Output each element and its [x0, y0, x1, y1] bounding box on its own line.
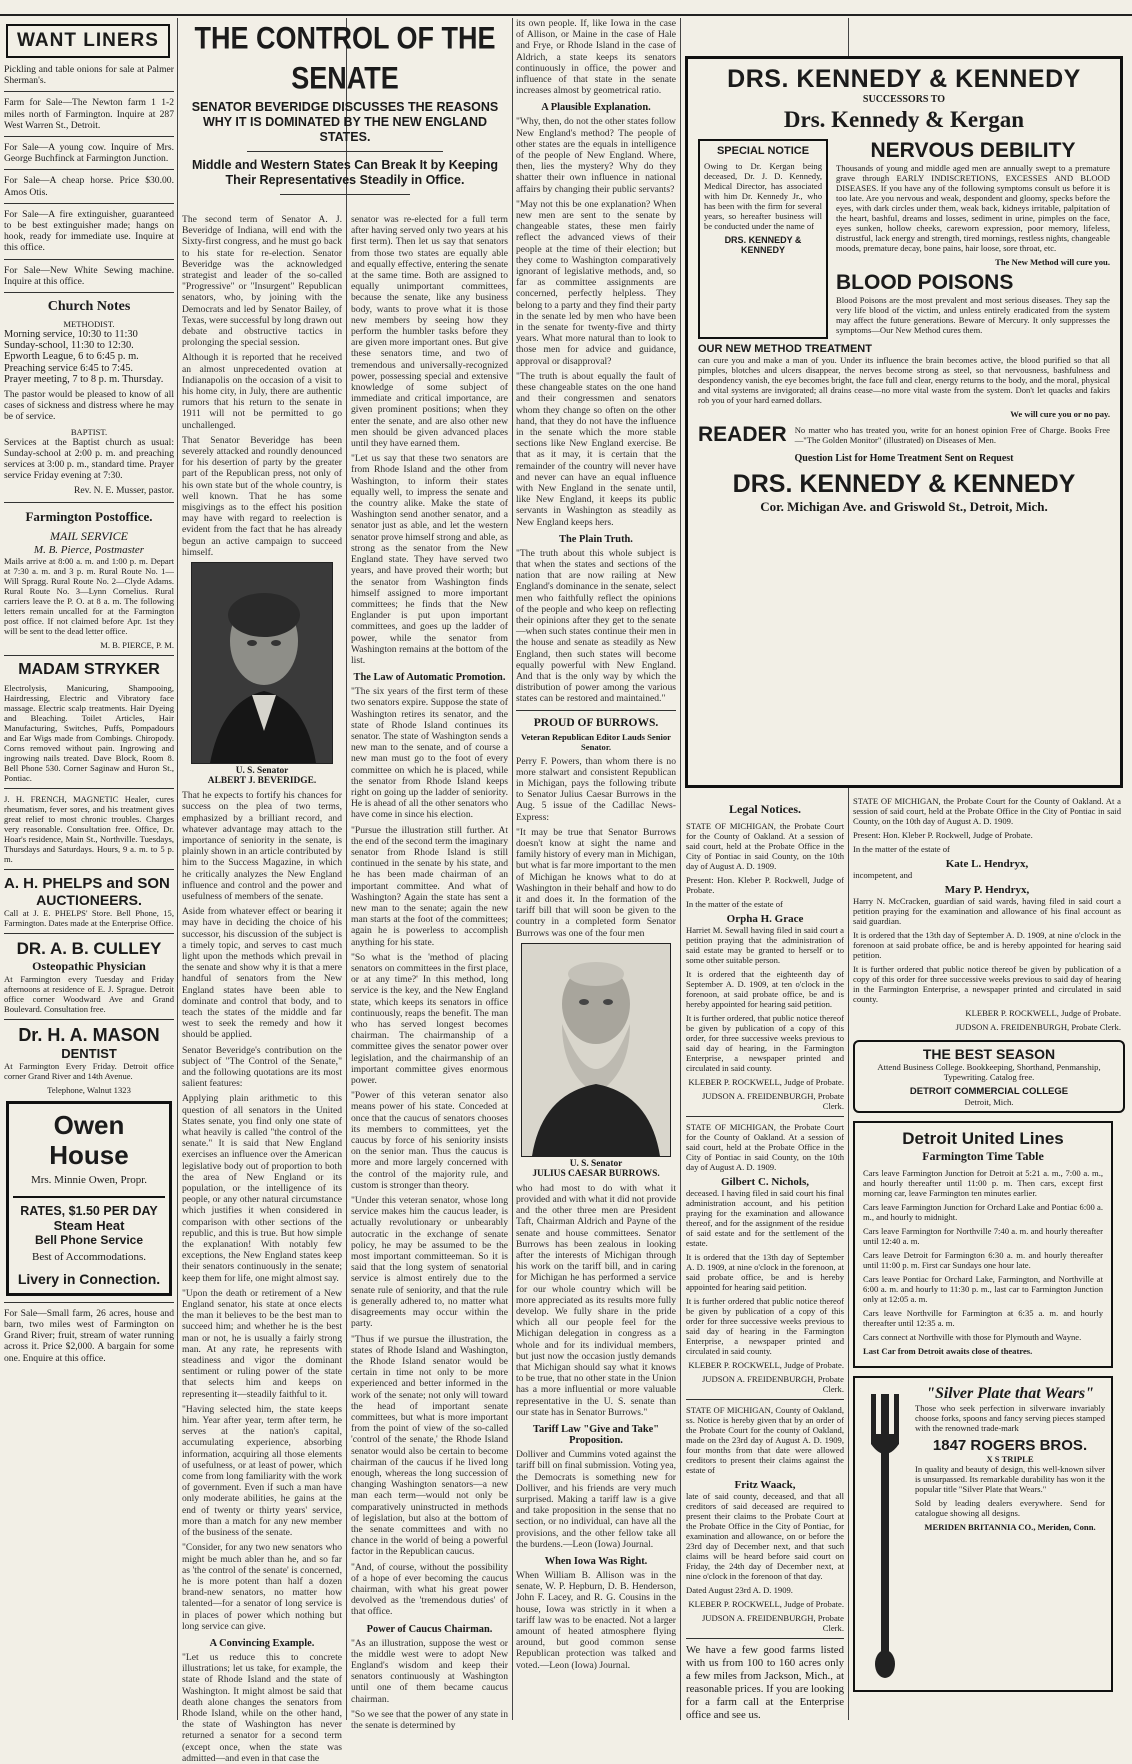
methodist-note: The pastor would be pleased to know of all cases of sickness and distress where he may be of service.	[4, 389, 174, 423]
article-paragraph: "So we see that the power of any state in the senate is determined by	[351, 1708, 508, 1731]
article-column-2	[351, 214, 508, 1731]
farms-ad: We have a few good farms listed with us from 100 to 160 acres only a few miles from Jackson, Mich., at reasonable prices. If you are looking for a farm call at the Enterprise office and see us.	[686, 1644, 844, 1721]
article-paragraph: its own people. If, like Iowa in the case of Allison, or Maine in the case of Hale and Frye, or Rhode Island in the case of Aldrich, a state keeps its senators continuously in office, the power and influence of that state in the senate increases almost by geometrical ratio.	[516, 18, 676, 97]
legal-paragraph: incompetent, and	[853, 870, 913, 880]
silver-body2: In quality and beauty of design, this well-known silver is unsurpassed. Its remarkable durability has won it the popular title "Silver Plate that Wears."	[915, 1464, 1105, 1494]
silver-xs: X S TRIPLE	[986, 1454, 1034, 1464]
article-paragraph: senator was re-elected for a full term after having served only two years at his first term). Then let us say that senators from those two states are equally able and equally effective, entering the senate at the same time. Both are assigned to equally unimportant committees, because the senate, like any business body, wants to prove what it is those new members by seeing how they perform the humbler tasks before they are given more important ones. But give these senators time, and two of tremendous and universally-recognized power, possessing special and extensive knowledge of some subject of immediate and critical importance, are given prominent positions; when they enter the senate, and are also other new men should be given advanced places until they have earned them.	[351, 214, 508, 450]
article-paragraph: "So what is the 'method of placing senators on committees in the first place, or at any time?' In this method, long service is the key, and the New England state, which keeps its senators in office continuously, reaps the benefit. The man who has served longest becomes chairman. The chairmanship of a committee gives the senator power over legislation, and the chairmanship of an important committee gives enormous power.	[351, 951, 508, 1087]
owen-phone: Bell Phone Service	[34, 1232, 144, 1247]
dul-paragraph: Cars leave Farmington Junction for Orchard Lake and Pontiac 6:00 a. m., and hourly to midnight.	[863, 1202, 1103, 1222]
article-header	[182, 18, 508, 195]
dul-paragraph: Cars leave Northville for Farmington at 6:35 a. m. and hourly thereafter until 12:35 a. m.	[863, 1308, 1103, 1328]
article-paragraph: Dolliver and Cummins voted against the tariff bill on final submission. Voting yea, the Democrats is something new for Dolliver, and his friends are very much surprised. Making a tariff law is a give and take proposition in the sense that no section, or no individual, can have all the provisions, and the other fellow take all the burdens.—Leon (Iowa) Journal.	[516, 1449, 676, 1550]
church-line: Prayer meeting, 7 to 8 p. m. Thursday.	[4, 373, 164, 385]
nervous-title: NERVOUS DEBILITY	[870, 139, 1076, 162]
legal-paragraph: Present: Hon. Kleber P. Rockwell, Judge of Probate.	[853, 830, 1033, 840]
article-paragraph: The second term of Senator A. J. Beveridge of Indiana, will end with the Sixty-first congress, and he must go back to his state for re-election. Senator Beveridge was the acknowledged strategist and leader of the so-called "Progressive" or "Insurgent" Republican senators, who, by joining with the Democrats and led by Senator Bailey, of Texas, were successful by long drawn out debate and obstructive tactics in prolonging the special session.	[182, 214, 342, 349]
article-subhead: When Iowa Was Right.	[544, 1555, 648, 1567]
legal-paragraph: It is further ordered that public notice thereof be given by publication of a copy of this order for three successive weeks previous to said day of hearing in the Farmington Enterprise, a newspaper printed and circulated in said county.	[853, 964, 1121, 1004]
french-body: J. H. FRENCH, MAGNETIC Healer, cures rheumatism, fever sores, and his treatment gives great relief to most chronic troubles. Charges very reasonable. Consultation free. Office, Dr. Hoar's residence, Main St., Northville. Tuesdays, Thursdays and Saturdays. Hours, 9 a. m. to 5 p. m.	[4, 793, 174, 864]
burrows-image	[522, 944, 670, 1156]
article-subhead: Tariff Law "Give and Take" Proposition.	[532, 1424, 660, 1447]
legal-sign: JUDSON A. FREIDENBURGH, Probate Clerk.	[701, 1613, 844, 1633]
article-paragraph: That he expects to fortify his chances for success on the plea of two terms, emphasized by a brilliant record, and whatever advantage may attach to the importance of seniority in the senate, is plainly shown in an article contributed by him to the Success Magazine, in which he critically analyzes the New England influence and control and the power and usefulness of members of the senate.	[182, 790, 342, 902]
article-paragraph: When William B. Allison was in the senate, W. P. Hepburn, D. B. Henderson, John F. Lacey, and R. G. Cousins in the house, Iowa was strictly in it when a tariff law was to be enacted. Not a larger amount of heated atmosphere flying around, but good common sense Republican protection was talked and voted.—Leon (Iowa) Journal.	[516, 1569, 676, 1671]
beveridge-image	[192, 563, 332, 763]
owen-rates: RATES, $1.50 PER DAY	[20, 1203, 158, 1218]
dul-paragraph: Cars leave Farmington for Northville 7:40 a. m. and hourly thereafter until 12:40 a. m.	[863, 1226, 1103, 1246]
article-paragraph: "Let us reduce this to concrete illustrations; let us take, for example, the state of Rhode Island and the state of Washington. It might almost be said that death alone changes the senators from Rhode Island, while on the other hand, the state of Washington has never returned a senator for a second term (except once, when the state was admitted—and even in that case the	[182, 1651, 342, 1764]
baptist-pastor: Rev. N. E. Musser, pastor.	[74, 485, 174, 497]
classified-ad: For Sale—A young cow. Inquire of Mrs. George Buchfinck at Farmington Junction.	[4, 142, 174, 165]
want-liners-title: WANT LINERS	[17, 30, 159, 51]
dul-paragraph: Cars leave Pontiac for Orchard Lake, Farmington, and Northville at 6:00 a. m. and hourly to 11:30 p. m., last car to Farmington Junction only at 12:05 a. m.	[863, 1274, 1103, 1304]
legal-sign: JUDSON A. FREIDENBURGH, Probate Clerk.	[701, 1091, 844, 1111]
silver-mark: 1847 ROGERS BROS.	[932, 1437, 1088, 1454]
baptist-note: Services at the Baptist church as usual: Sunday-school at 2:00 p. m. and preaching services at 3:00 p. m., standard time. Prayer service Friday evening at 7:30.	[4, 436, 174, 482]
article-paragraph: "Having selected him, the state keeps him. Year after year, term after term, he serves at the nation's capital, accumulating experience, absorbing information, acquiring all those elements of usefulness, or at least of power, which come from long familiarity with the work of government. Even if such a man have only moderate abilities, he gains at the end of twenty or thirty years' service, more than a match for any new member of the business of the senate.	[182, 1403, 342, 1539]
classified-ad: For Sale—A fire extinguisher, guaranteed to be best extinguisher made; hangs on hook, ready for immediate use. Inquire at this office.	[4, 208, 174, 254]
article-paragraph: "Power of this veteran senator also means power of his state. Conceded at once that the caucus of senators chooses its members to committees, yet the caucus by force of his seniority insists on the senior man. Thus the caucus is more and more largely concerned with the control of the majority rule, and custom is stronger than theory.	[351, 1090, 508, 1191]
column-rule	[512, 18, 513, 1720]
legal-paragraph: late of said county, deceased, and that all creditors of said deceased are required to present their claims to the Probate Court at the Probate Office in the City of Pontiac, for examination and allowance, on or before the 23rd day of December next, and that such claims will be heard before said court on Friday, the 24th day of December next, at nine o'clock in the forenoon of that day.	[686, 1491, 844, 1581]
kennedy-title: DRS. KENNEDY & KENNEDY	[727, 65, 1081, 93]
article-paragraph: Senator Beveridge's contribution on the subject of "The Control of the Senate," and the following quotations are its most salient features:	[182, 1044, 342, 1090]
article-paragraph: Applying plain arithmetic to this question of all senators in the United States senate, you find only one state of what heavily is called "the control of the senate." It is said that New England exercises an influence over the American legislative body out of proportion to both the area of New England or its population, or the intelligence of its people, or any other natural circumstance which justifies it when considered in comparison with other sections of the republic, and this is true. But how simple the explanation! With notably few exceptions, the New England states keep their senators continuously in the senate; keep them for life, one might almost say.	[182, 1093, 342, 1284]
column-rule	[680, 18, 681, 1720]
method-body: can cure you and make a man of you. Under its influence the brain becomes active, the blood purified so that all pimples, blotches and ulcers disappear, the nerves become strong as steel, so that nervousness, bashfulness and despondency vanish, the eye becomes bright, the face full and clear, energy returns to the body, and the moral, physical and vital systems are invigorated; all drains cease—no more vital waste from the system. Don't let quacks and fakirs rob you of your hard earned dollars.	[698, 355, 1110, 405]
legal-sign: KLEBER P. ROCKWELL, Judge of Probate.	[688, 1360, 844, 1370]
nervous-tag: The New Method will cure you.	[995, 257, 1110, 267]
special-notice-box	[698, 139, 828, 339]
mason-body: At Farmington Every Friday. Detroit office corner Grand River and 14th Avenue.	[4, 1060, 174, 1081]
legal-sign: KLEBER P. ROCKWELL, Judge of Probate.	[965, 1008, 1121, 1018]
detroit-united-lines-ad	[853, 1121, 1113, 1368]
owen-title: Owen House	[49, 1109, 129, 1170]
special-notice-name: DRS. KENNEDY & KENNEDY	[724, 235, 802, 255]
legal-sign: KLEBER P. ROCKWELL, Judge of Probate.	[688, 1077, 844, 1087]
dul-sub: Farmington Time Table	[922, 1149, 1044, 1163]
blood-title: BLOOD POISONS	[836, 271, 1014, 294]
church-line: Epworth League, 6 to 6:45 p. m.	[4, 351, 139, 363]
column-rule	[177, 18, 178, 1720]
owen-prop: Mrs. Minnie Owen, Propr.	[30, 1173, 148, 1186]
article-paragraph: "Pursue the illustration still further. At the end of the second term the imaginary senator from Rhode Island is still continued in the senate by his state, and he has been made chairman of an important committee. And what of Washington? Again the state has sent a new man to the senate; again the new man starts at the foot of the committees; again he is powerless to accomplish anything for his state.	[351, 824, 508, 948]
church-line: Morning service, 10:30 to 11:30	[4, 329, 138, 341]
mason-tel: Telephone, Walnut 1323	[47, 1084, 131, 1095]
owen-house-ad	[6, 1101, 172, 1296]
article-paragraph: "It may be true that Senator Burrows doesn't know at sight the name and family history of every man in Michigan, but what is far more important to the men of Michigan he knows what to do at Washington in their behalf and how to do it and does it. In the formation of the tariff bill that will soon be given to the country in a completed form Senator Burrows was one of the four men	[516, 826, 676, 939]
article-subhead: Power of Caucus Chairman.	[366, 1623, 493, 1635]
legal-name: Orpha H. Grace	[726, 913, 804, 925]
burrows-title: PROUD OF BURROWS.	[533, 716, 659, 729]
silver-plate-ad	[853, 1376, 1113, 1692]
article-subhead: The Plain Truth.	[559, 533, 633, 545]
postoffice-body: Mails arrive at 8:00 a. m. and 1:00 p. m. Depart at 7:30 a. m. and 3 p. m. Rural Route No. 1—Will Spragg. Rural Route No. 2—Clyde Adams. Rural Route No. 3—Lynn Cornelius. Rural carriers leave the P. O. at 8 a. m. The following letters remain uncalled for at the Farmington post office. If not claimed before Apr. 1st they will be sent to the dead letter office.	[4, 555, 174, 636]
classified-ad: Farm for Sale—The Newton farm 1 1-2 miles north of Farmington. Inquire at 287 West Warren St., Detroit.	[4, 97, 174, 131]
article-subhead: A Convincing Example.	[209, 1637, 315, 1649]
postmaster: M. B. Pierce, Postmaster	[33, 543, 145, 556]
article-paragraph: "As an illustration, suppose the west or the middle west were to adopt New England's wisdom and keep their senators continuously at Washington until one of them became caucus chairman.	[351, 1637, 508, 1705]
article-paragraph: "May not this be one explanation? When new men are sent to the senate by changeable states, these men fairly reflect the advanced views of their people at the time of their election; but they come to Washington comparatively ignorant of legislative methods, and, so far as committee assignments are concerned, perfectly helpless. They belong to a party and they find their party in the senate led by men who have been in the senate for twenty-five and thirty years. What more natural than to look to those men for advice and guidance, approval or disapproval?	[516, 198, 676, 367]
season-name: DETROIT COMMERCIAL COLLEGE	[909, 1086, 1069, 1097]
kennedy-ad	[685, 56, 1123, 788]
article-paragraph: Perry F. Powers, than whom there is no more stalwart and consistent Republican in Michigan, pays the following tribute to Senator Julius Caesar Burrows in the Aug. 5 issue of the Cadillac News-Express:	[516, 755, 676, 823]
legal-paragraph: It is ordered that the 13th day of September A. D. 1909, at nine o'clock in the forenoon, at said probate office, be and is hereby appointed for hearing said petition.	[686, 1252, 844, 1292]
dul-paragraph: Cars leave Detroit for Farmington 6:30 a. m. and hourly thereafter until 11:00 p. m. First car Sundays one hour late.	[863, 1250, 1103, 1270]
culley-body: At Farmington every Tuesday and Friday afternoons at residence of E. J. Sprague. Detroit office corner Woodward Ave and Grand Boulevard. Consultation free.	[4, 973, 174, 1014]
dul-paragraph: Cars connect at Northville with those for Plymouth and Wayne.	[863, 1332, 1082, 1342]
stryker-body: Electrolysis, Manicuring, Shampooing, Hairdressing, Electric and Vibratory face massage. Electric scalp treatments. Hair Dyeing and Bleaching. Toilet Articles, Hair Manufacturing, Switches, Puffs, Pompadours and Ear Wigs made from Combings. Chiropody. Corns removed without pain. Ingrowing and ingrowing nails treated. Dave Block, Room 8. Bell Phone 530. Corner Saginaw and Huron St., Pontiac.	[4, 682, 174, 783]
season-title: THE BEST SEASON	[922, 1046, 1056, 1062]
legal-paragraph: STATE OF MICHIGAN, the Probate Court for the County of Oakland. At a session of said court, held at the Probate Office in the City of Pontiac in said County, on the 10th day of August A. D. 1909.	[686, 821, 844, 871]
legal-name: Kate L. Hendryx,	[945, 858, 1029, 870]
article-paragraph: "Upon the death or retirement of a New England senator, his state at once elects the man it believes to be the best man to succeed him; and whether he is the best man or not, he is usually a fairly strong man. At any rate, he represents with steadiness and vigor the dominant sentiment or ruling power of the state that selects him and keeps on representing it—steadily faithful to it.	[182, 1287, 342, 1400]
legal-paragraph: It is ordered that the 13th day of September A. D. 1909, at nine o'clock in the forenoon at said probate office, be and is hereby appointed for hearing said petition.	[853, 930, 1121, 960]
kennedy-bottom-title: DRS. KENNEDY & KENNEDY	[732, 470, 1076, 498]
kennedy-successors: SUCCESSORS TO	[862, 94, 946, 105]
article-paragraph: "Why, then, do not the other states follow New England's method? The people of other states are the equals in intelligence of the people of New England. Where, then, lies the mystery? Why do they shatter their own influence in national affairs by changing their public servants?	[516, 116, 676, 195]
method-tag: We will cure you or no pay.	[1010, 409, 1110, 419]
article-paragraph: "The six years of the first term of these two senators expire. Suppose the state of Washington retires its senator, and the state of Rhode Island continues its senator. The state of Washington sends a new man to the senate, and of course a new man must go to the foot of every committee on which he is placed, while the senator from Rhode Island keeps right on going up the ladder of seniority. He is ahead of all the other senators who have come in since his election.	[351, 686, 508, 821]
legal-paragraph: Dated August 23rd A. D. 1909.	[686, 1585, 793, 1595]
article-column-3	[516, 18, 676, 1722]
beveridge-caption-label: U. S. Senator	[235, 766, 289, 777]
article-paragraph: "Let us say that these two senators are from Rhode Island and the other from Washington, to inform their states equally well, to impress the senate and the country alike. Make the state of Washington send another senator, and a senator just as able, and let the western senator prove himself strong and able, as strong as the senator from the New England state. They have served two years, and have proved their worth; but the senator from Washington finds himself assigned to more important committees; he finds that the New Englander is put upon important committees, and goes up the ladder of power, while the senator from Washington remains at the bottom of the list.	[351, 453, 508, 666]
special-notice-title: SPECIAL NOTICE	[716, 145, 810, 157]
article-paragraph: That Senator Beveridge has been severely attacked and roundly denounced for his desertion of party by the greater part of the Republican press, not only of his own state but of the whole country, is well known. That he has some misgivings as to the effect his position may have with regard to reelection is evident from the fact that he has already begun an active campaign to succeed himself.	[182, 434, 342, 558]
legal-name: Gilbert C. Nichols,	[721, 1176, 809, 1188]
legal-paragraph: In the matter of the estate of	[686, 899, 783, 909]
owen-livery: Livery in Connection.	[17, 1270, 161, 1287]
article-deck-1: SENATOR BEVERIDGE DISCUSSES THE REASONS WHY IT IS DOMINATED BY THE NEW ENGLAND STATES.	[191, 100, 499, 144]
burrows-portrait	[521, 943, 671, 1157]
legal-paragraph: It is further ordered, that public notice thereof be given by publication of a copy of this order, for three successive weeks previous to said day of hearing, in the Farmington Enterprise, a newspaper printed and circulated in said county.	[686, 1013, 844, 1073]
want-liners-box	[6, 24, 170, 58]
legal-paragraph: deceased. I having filed in said court his final administration account, and his petition praying for the examination and allowance thereof, and for the assignment of the residue of said estate and for the settlement of the estate.	[686, 1188, 844, 1248]
nervous-body: Thousands of young and middle aged men are annually swept to a premature grave through EARLY INDISCRETIONS, EXCESSES AND BLOOD DISEASES. If you have any of the following symptoms consult us before it is too late. Are you nervous and weak, despondent and gloomy, specks before the eyes, with dark circles under them, weak back, kidneys irritable, palpitation of the heart, bashful, dreams and losses, sediment in urine, pimples on the face, eyes sunken, hollow cheeks, careworn expression, poor memory, lifeless, distrustful, lack energy and strength, tired mornings, restless nights, changeable moods, premature decay, bone pains, hair loose, sore throat, etc.	[836, 163, 1110, 253]
legal-name: Mary P. Hendryx,	[944, 884, 1030, 896]
legal-paragraph: It is further ordered that public notice thereof be given by publication of a copy of this order for three successive weeks previous to said day of hearing in the Farmington Enterprise, a newspaper printed and circulated in said county.	[686, 1296, 844, 1356]
legal-name: Fritz Waack,	[734, 1479, 796, 1491]
legal-paragraph: STATE OF MICHIGAN, the Probate Court for the County of Oakland. At a session of said court, held at the Probate Office in the City of Pontiac in said County, on the 10th day of August A. D. 1909.	[686, 1122, 844, 1172]
kennedy-kergan: Drs. Kennedy & Kergan	[783, 107, 1025, 132]
article-paragraph: "Consider, for any two new senators who might be much abler than he, and so far as 'the control of the senate' is concerned, he is more potent than half a dozen brand-new senators, no matter how talented—for a senator of long service is in places of power which nothing but long service can give.	[182, 1542, 342, 1632]
article-headline: THE CONTROL OF THE SENATE	[194, 20, 496, 96]
classified-ad: For Sale—Small farm, 26 acres, house and barn, two miles west of Farmington on Grand River; fruit, stream of water running across it. Price $2,000. A bargain for some one. Enquire at this office.	[4, 1307, 174, 1364]
article-paragraph: Although it is reported that he received an almost unprecedented ovation at Indianapolis on the occasion of a visit to his home city, in July, there are authentic rumors that his return to the senate in 1911 will not be permitted to go unchallenged.	[182, 352, 342, 431]
top-rule	[0, 14, 1132, 16]
mail-service-label: MAIL SERVICE	[50, 528, 128, 543]
legal-sign: JUDSON A. FREIDENBURGH, Probate Clerk.	[955, 1022, 1121, 1032]
reader-label: READER	[698, 423, 787, 446]
article-column-1	[182, 214, 342, 1764]
legal-paragraph: Present: Hon. Kleber P. Rockwell, Judge of Probate.	[686, 875, 844, 895]
article-paragraph: "The truth about this whole subject is that when the states and sections of the nation that are now railing at New England's dominance in the senate, select men who faithfully reflect the opinions of the people and who keep on reflecting their opinions after they get to the senate—when such states continue their men in the house and senate as steadily as New England, then such states will become equally powerful with New England. And that is the only way by which the distribution of power among the various states can be restored and maintained."	[516, 547, 676, 705]
stryker-title: MADAM STRYKER	[18, 660, 160, 678]
burrows-caption-label: U. S. Senator	[569, 1158, 623, 1169]
dul-title: Detroit United Lines	[902, 1129, 1064, 1148]
culley-sub: Osteopathic Physician	[32, 958, 146, 973]
blood-body: Blood Poisons are the most prevalent and most serious diseases. They sap the very life blood of the victim, and unless entirely eradicated from the system may affect the future generations. Beware of Mercury. It only suppresses the symptoms—Our New Method cures them.	[836, 295, 1110, 335]
article-paragraph: "Under this veteran senator, whose long service makes him the caucus leader, is actually revolutionary or unbearably autocratic in the exchange of senate policy, he may be assumed to be the most important committeeman. So it is said that the long system of senatorial service is almost entirely due to the senate rule of seniority, and that the rule is generally adhered to, no matter what disagreements may occur within the party.	[351, 1195, 508, 1330]
question-list: Question List for Home Treatment Sent on Request	[794, 453, 1014, 464]
burrows-sub: Veteran Republican Editor Lauds Senior Senator.	[521, 731, 671, 752]
legal-sign: KLEBER P. ROCKWELL, Judge of Probate.	[688, 1599, 844, 1609]
owen-steam: Steam Heat	[53, 1217, 125, 1233]
article-subhead: The Law of Automatic Promotion.	[353, 672, 506, 684]
classified-column	[4, 18, 174, 1722]
article-paragraph: "The truth is about equally the fault of these changeable states on the one hand and their congressmen and senators whom they change so often on the other hand, that they do not have the influence in the senate which the more stable sections like New England exercise. Be that as it may, it is certain that the remainder of the country will never have and never can have an equal influence with New England in the senate until, like New England, it keeps its public servants in Washington as steadily as New England keeps hers.	[516, 370, 676, 528]
silver-body: Those who seek perfection in silverware invariably choose forks, spoons and fancy serving pieces stamped with the renowned trade-mark	[915, 1403, 1105, 1433]
legal-paragraph: It is ordered that the eighteenth day of September A. D. 1909, at ten o'clock in the forenoon, at said probate office, be and is hereby appointed for hearing said petition.	[686, 969, 844, 1009]
article-subhead: A Plausible Explanation.	[541, 102, 651, 114]
article-paragraph: "And, of course, without the possibility of a hope of ever becoming the caucus chairman, with what his great power devolved as the 'tremendous duties' of that office.	[351, 1561, 508, 1618]
best-season-ad	[853, 1040, 1125, 1113]
legal-column	[686, 796, 844, 1722]
legal-paragraph: Harry N. McCracken, guardian of said wards, having filed in said court a petition praying for the examination and allowance of his final account as said guardian.	[853, 896, 1121, 926]
dul-paragraph: Last Car from Detroit awaits close of theatres.	[863, 1346, 1033, 1356]
article-paragraph: Aside from whatever effect or bearing it may have in deciding the choice of his successor, his discussion of the subject is a timely topic, and serves to cast much light upon the methods which prevail in the senate and show why it is that a mere handful of senators from the New England states have been able to dominate and control that body, and to teach the states of the middle and far west to seek the remedy and how it should be applied.	[182, 906, 342, 1041]
methodist-label: METHODIST.	[63, 319, 115, 330]
mason-title: Dr. H. A. MASON	[18, 1024, 160, 1045]
beveridge-portrait	[191, 562, 333, 764]
postoffice-title: Farmington Postoffice.	[25, 508, 153, 524]
legal-sign: JUDSON A. FREIDENBURGH, Probate Clerk.	[701, 1374, 844, 1394]
mason-sub: DENTIST	[61, 1045, 117, 1061]
beveridge-caption-name: ALBERT J. BEVERIDGE.	[207, 776, 317, 787]
phelps-title: A. H. PHELPS and SON	[4, 874, 170, 892]
phelps-sub: AUCTIONEERS.	[36, 891, 142, 908]
legal-paragraph: Harriet M. Sewall having filed in said court a petition praying that the administration of said estate may be granted to herself or to some other suitable person.	[686, 925, 844, 965]
baptist-label: BAPTIST.	[70, 426, 108, 437]
silver-maker: MERIDEN BRITANNIA CO., Meriden, Conn.	[924, 1522, 1096, 1532]
article-deck-2: Middle and Western States Can Break It by Keeping Their Representatives Steadily in Office.	[191, 158, 499, 187]
silver-body3: Sold by leading dealers everywhere. Send for catalogue showing all designs.	[915, 1498, 1105, 1518]
postoffice-sign: M. B. PIERCE, P. M.	[100, 639, 174, 650]
column-rule	[346, 18, 347, 1720]
dul-paragraph: Cars leave Farmington Junction for Detroit at 5:21 a. m., 7:00 a. m., and hourly thereafter until 11:00 p. m. Then cars, except first morning car, leave Farmington ten minutes earlier.	[863, 1168, 1103, 1198]
church-line: Sunday-school, 11:30 to 12:30.	[4, 340, 134, 352]
church-notes-title: Church Notes	[47, 299, 131, 315]
culley-title: DR. A. B. CULLEY	[16, 938, 162, 958]
article-paragraph: "Thus if we pursue the illustration, the states of Rhode Island and Washington, the Rhode Island senator would be certain in time not only to be more experienced and better informed in the work of the senate; not only will toward the head of important senate committees, but what is more important from the point of view of the so-called 'control of the senate,' the Rhode Island senator would also be certain to become chairman of the caucus if he lived long enough, whereas the long succession of changing Washington senators—a new man each term—would not only be comparatively uninstructed in methods of legislation, but also at the bottom of the senate committees and with no chance in the world of being a powerful factor in the Republican caucus.	[351, 1333, 508, 1558]
reader-body: No matter who has treated you, write for an honest opinion Free of Charge. Books Free—"The Golden Monitor" (illustrated) on Diseases of Men.	[794, 425, 1110, 445]
kennedy-address: Cor. Michigan Ave. and Griswold St., Detroit, Mich.	[760, 499, 1048, 514]
classified-ad: Pickling and table onions for sale at Palmer Sherman's.	[4, 64, 174, 87]
classified-ad: For Sale—A cheap horse. Price $30.00. Amos Otis.	[4, 175, 174, 198]
article-paragraph: who had most to do with what it provided and with what it did not provide and the other three men are President Taft, Chairman Aldrich and Payne of the senate and house committees. Senator Burrows has been zealous in looking after the interests of Michigan through his work on the tariff bill, and in caring for Michigan he has performed a service for our whole country which will be more appreciated as its results more fully develop. We fully share in the pride which all our people feel for the Michigan delegation in congress as a whole and for its individual members, but just now the occasion justly demands that Michigan should say what it knows to be true, that no other state in the Union has a more influential or more valuable representative in the U. S. senate than our state has in Senator Burrows."	[516, 1182, 676, 1418]
legal-paragraph: STATE OF MICHIGAN, County of Oakland, ss. Notice is hereby given that by an order of the Probate Court for the county of Oakland, made on the 23rd day of August A. D. 1909, four months from that date were allowed creditors to present their claims against the estate of	[686, 1405, 844, 1475]
phelps-body: Call at J. E. PHELPS' Store. Bell Phone, 15, Farmington. Dates made at the Enterprise Office.	[4, 907, 174, 928]
season-addr: Detroit, Mich.	[964, 1097, 1014, 1107]
legal-title: Legal Notices.	[729, 802, 801, 816]
classified-ad: For Sale—New White Sewing machine. Inquire at this office.	[4, 264, 174, 287]
method-title: OUR NEW METHOD TREATMENT	[698, 343, 872, 355]
season-body: Attend Business College. Bookkeeping, Shorthand, Penmanship, Typewriting. Catalog free.	[877, 1062, 1101, 1082]
legal-paragraph: In the matter of the estate of	[853, 844, 950, 854]
fork-spoon-icon	[861, 1384, 909, 1684]
owen-best: Best of Accommodations.	[32, 1250, 146, 1263]
legal-paragraph: STATE OF MICHIGAN, the Probate Court for the County of Oakland. At a session of said court, held at the Probate Office in the City of Pontiac in said County, on the 10th day of August A. D. 1909.	[853, 796, 1121, 826]
column-six	[853, 796, 1125, 1722]
special-notice-body: Owing to Dr. Kergan being deceased, Dr. J. D. Kennedy, Medical Director, has associated with him Dr. Kennedy Jr., who has been with the firm for several years, so hereafter business will be conducted under the name of	[704, 161, 822, 231]
burrows-caption-name: JULIUS CAESAR BURROWS.	[532, 1168, 660, 1179]
church-line: Preaching service 6:45 to 7:45.	[4, 362, 133, 374]
silver-title: "Silver Plate that Wears"	[926, 1385, 1094, 1402]
